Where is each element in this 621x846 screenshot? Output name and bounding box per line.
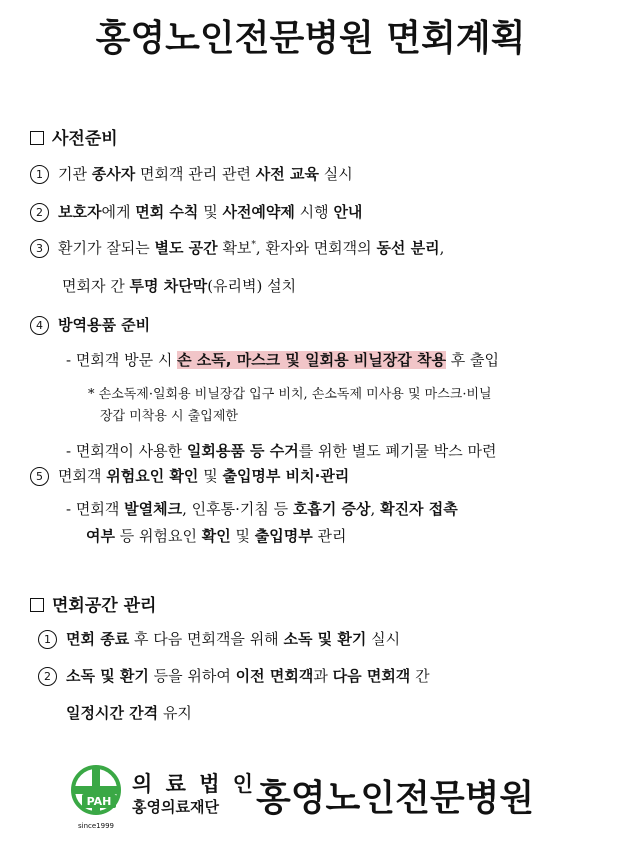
sub-item: - 면회객이 사용한 일회용품 등 수거를 위한 별도 폐기물 박스 마련 bbox=[66, 442, 497, 460]
circled-number-icon: 2 bbox=[30, 203, 49, 222]
section-heading-preparation: 사전준비 bbox=[30, 124, 118, 149]
circled-number-icon: 5 bbox=[30, 467, 49, 486]
foundation-name: 홍영의료재단 bbox=[132, 798, 219, 816]
list-item: 2 소독 및 환기 등을 위하여 이전 면회객과 다음 면회객 간 bbox=[38, 665, 430, 686]
list-item-continuation: 면회자 간 투명 차단막(유리벽) 설치 bbox=[62, 277, 297, 295]
circled-number-icon: 1 bbox=[30, 165, 49, 184]
circled-number-icon: 4 bbox=[30, 316, 49, 335]
list-item: 5 면회객 위험요인 확인 및 출입명부 비치·관리 bbox=[30, 465, 349, 486]
list-item: 1 면회 종료 후 다음 면회객을 위해 소독 및 환기 실시 bbox=[38, 628, 400, 649]
list-item: 2 보호자에게 면회 수칙 및 사전예약제 시행 안내 bbox=[30, 201, 362, 222]
note-item-continuation: 장갑 미착용 시 출입제한 bbox=[100, 409, 238, 424]
logo-cross-icon bbox=[70, 764, 130, 834]
checkbox-square-icon bbox=[30, 131, 44, 145]
list-item: 3 환기가 잘되는 별도 공간 확보*, 환자와 면회객의 동선 분리, bbox=[30, 237, 444, 258]
sub-item: - 면회객 발열체크, 인후통·기침 등 호흡기 증상, 확진자 접촉 bbox=[66, 500, 458, 518]
list-item: 4 방역용품 준비 bbox=[30, 314, 150, 335]
circled-number-icon: 1 bbox=[38, 630, 57, 649]
corporation-label: 의 료 법 인 bbox=[132, 772, 257, 796]
sub-item-continuation: 여부 등 위험요인 확인 및 출입명부 관리 bbox=[86, 527, 347, 545]
since-text: since1999 bbox=[78, 822, 114, 830]
footer-brand bbox=[70, 764, 570, 834]
logo-text: PAH bbox=[86, 795, 112, 808]
circled-number-icon: 3 bbox=[30, 239, 49, 258]
circled-number-icon: 2 bbox=[38, 667, 57, 686]
hospital-logo bbox=[70, 764, 130, 834]
sub-item: - 면회객 방문 시 손 소독, 마스크 및 일회용 비닐장갑 착용 후 출입 bbox=[66, 351, 499, 369]
checkbox-square-icon bbox=[30, 598, 44, 612]
section-heading-visit-space: 면회공간 관리 bbox=[30, 591, 156, 616]
highlighted-text: 손 소독, 마스크 및 일회용 비닐장갑 착용 bbox=[177, 351, 446, 369]
list-item-continuation: 일정시간 간격 유지 bbox=[66, 704, 192, 722]
list-item: 1 기관 종사자 면회객 관리 관련 사전 교육 실시 bbox=[30, 163, 353, 184]
note-item: * 손소독제·일회용 비닐장갑 입구 비치, 손소독제 미사용 및 마스크·비닐 bbox=[88, 387, 492, 402]
hospital-name: 홍영노인전문병원 bbox=[256, 778, 535, 819]
page-title: 홍영노인전문병원 면회계획 bbox=[95, 18, 526, 59]
